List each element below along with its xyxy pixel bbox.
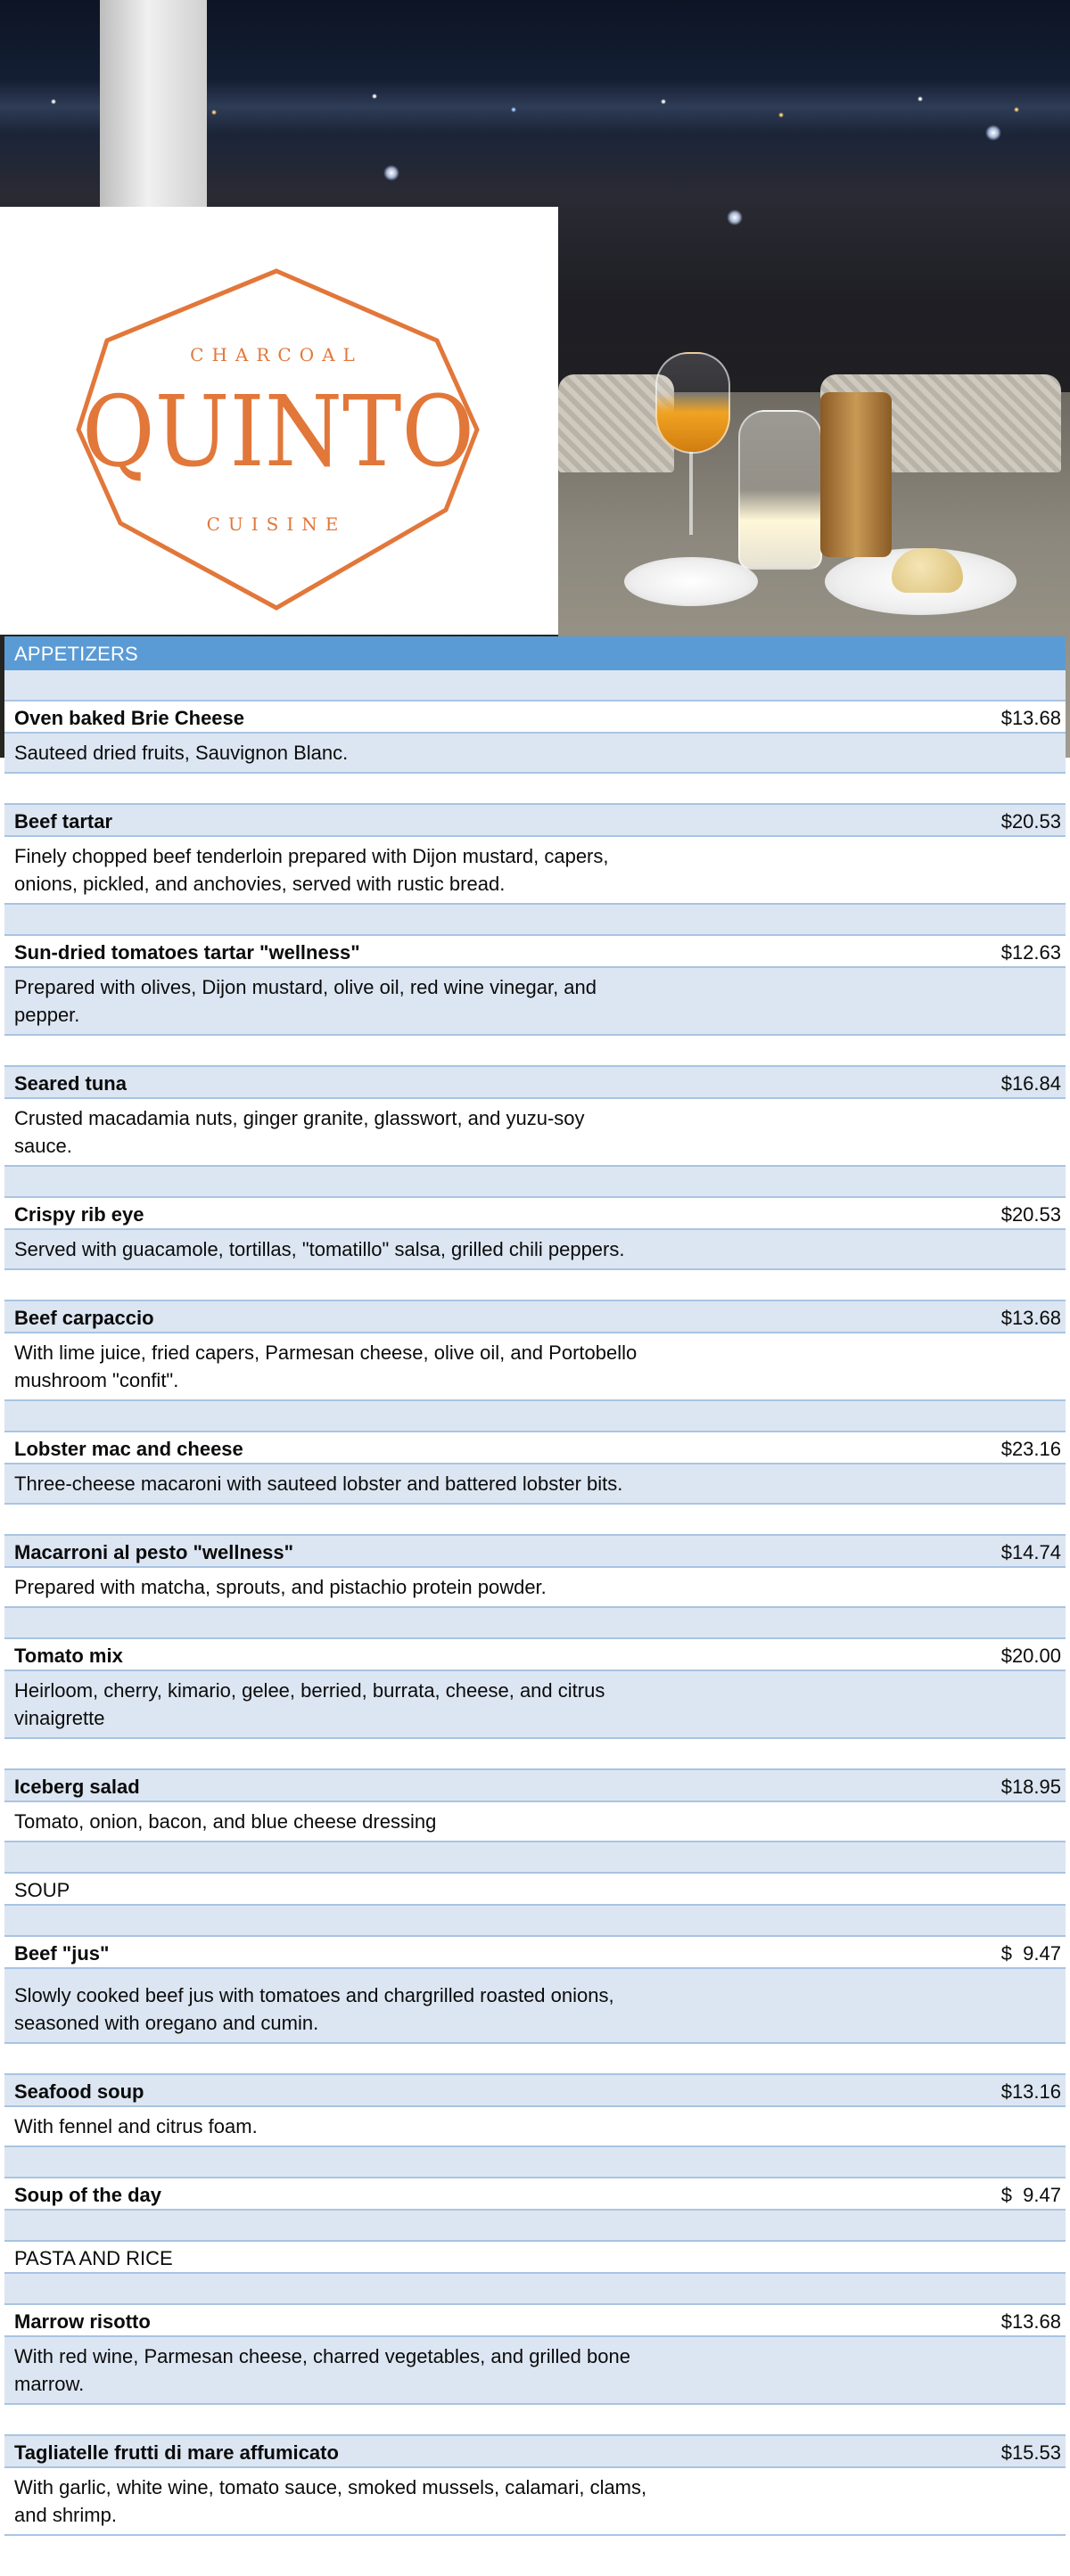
section-title: SOUP [14,1879,70,1901]
item-price: $20.53 [1000,810,1061,833]
item-name: Lobster mac and cheese [14,1438,243,1460]
menu-table [4,636,1066,2536]
item-description: Heirloom, cherry, kimario, gelee, berried, burrata, cheese, and citrus vinaigrette [14,1679,605,1729]
logo [0,207,558,635]
spacer-row [4,2405,1066,2436]
item-price: $23.16 [1000,1438,1061,1460]
item-description-row [4,2107,1066,2147]
section-header-pasta [4,2242,1066,2274]
logo-bottom-word: CUISINE [206,513,347,535]
item-description-row [4,2468,1066,2536]
item-name: Beef tartar [14,810,113,833]
item-name: Tagliatelle frutti di mare affumicato [14,2441,339,2464]
item-description-row [4,1671,1066,1739]
item-name: Iceberg salad [14,1776,140,1798]
item-description-row [4,1969,1066,2044]
item-description: Prepared with olives, Dijon mustard, olive oil, red wine vinegar, and pepper. [14,976,597,1026]
menu-item-row [4,2178,1066,2211]
item-name: Marrow risotto [14,2310,151,2333]
item-name: Sun-dried tomatoes tartar "wellness" [14,941,360,964]
spacer-row [4,2147,1066,2178]
item-price: $ 9.47 [1000,2184,1061,2206]
menu-item-row [4,1301,1066,1333]
item-name: Crispy rib eye [14,1203,144,1226]
item-description-row [4,1464,1066,1505]
logo-name: QUINTO [82,374,474,488]
section-header-appetizers [4,636,1066,670]
item-price: $13.68 [1000,707,1061,729]
candle-jar [738,410,822,570]
item-name: Tomato mix [14,1645,123,1667]
spacer-row [4,1906,1066,1937]
item-name: Oven baked Brie Cheese [14,707,245,729]
item-description: Sauteed dried fruits, Sauvignon Blanc. [14,742,349,764]
spacer-row [4,1401,1066,1432]
item-description: Prepared with matcha, sprouts, and pistachio protein powder. [14,1576,547,1598]
lamp-light [727,209,743,226]
item-name: Seared tuna [14,1072,127,1095]
item-description: With red wine, Parmesan cheese, charred vegetables, and grilled bone marrow. [14,2345,630,2395]
spacer-row [4,2044,1066,2075]
item-name: Seafood soup [14,2080,144,2103]
spacer-row [4,1270,1066,1301]
item-name: Macarroni al pesto "wellness" [14,1541,294,1563]
spacer-row [4,1842,1066,1874]
item-description: Three-cheese macaroni with sauteed lobster and battered lobster bits. [14,1473,623,1495]
item-price: $18.95 [1000,1776,1061,1798]
item-description: Slowly cooked beef jus with tomatoes and chargrilled roasted onions, seasoned with oregano and cumin. [14,1984,614,2034]
spacer-row [4,1608,1066,1639]
menu-item-row [4,1770,1066,1802]
spacer-row [4,670,1066,701]
menu-item-row [4,2305,1066,2337]
item-description-row [4,1333,1066,1401]
item-price: $16.84 [1000,1072,1061,1095]
spacer-row [4,1505,1066,1536]
item-description: Tomato, onion, bacon, and blue cheese dressing [14,1810,437,1833]
logo-panel [0,207,558,635]
section-title: PASTA AND RICE [14,2247,173,2269]
item-description: With garlic, white wine, tomato sauce, smoked mussels, calamari, clams, and shrimp. [14,2476,647,2526]
item-description: With fennel and citrus foam. [14,2115,258,2137]
item-price: $ 9.47 [1000,1942,1061,1965]
item-description: Crusted macadamia nuts, ginger granite, glasswort, and yuzu-soy sauce. [14,1107,585,1157]
item-description-row [4,2337,1066,2405]
white-column [100,0,207,209]
pepper-grinder [820,392,892,557]
lamp-light [383,165,399,181]
section-header-soup [4,1874,1066,1906]
item-price: $15.53 [1000,2441,1061,2464]
section-title: APPETIZERS [14,643,138,665]
item-description-row [4,837,1066,905]
menu-item-row [4,1536,1066,1568]
menu-item-row [4,1937,1066,1969]
item-description-row [4,1099,1066,1167]
item-description-row [4,734,1066,774]
item-price: $13.16 [1000,2080,1061,2103]
menu-item-row [4,936,1066,968]
small-plate [624,557,758,606]
item-description-row [4,1568,1066,1608]
menu-item-row [4,1198,1066,1230]
spacer-row [4,1739,1066,1770]
menu-item-row [4,701,1066,734]
item-price: $13.68 [1000,2310,1061,2333]
spacer-row [4,2211,1066,2242]
menu-item-row [4,1432,1066,1464]
item-name: Soup of the day [14,2184,161,2206]
menu-item-row [4,805,1066,837]
item-price: $13.68 [1000,1307,1061,1329]
spacer-row [4,2274,1066,2305]
bread-roll [892,548,963,593]
item-name: Beef carpaccio [14,1307,154,1329]
item-description: Served with guacamole, tortillas, "tomatillo" salsa, grilled chili peppers. [14,1238,625,1260]
item-price: $14.74 [1000,1541,1061,1563]
item-description: Finely chopped beef tenderloin prepared with Dijon mustard, capers, onions, pickled, and anchovies, served with rustic bread. [14,845,609,895]
item-name: Beef "jus" [14,1942,110,1965]
item-price: $12.63 [1000,941,1061,964]
item-price: $20.00 [1000,1645,1061,1667]
menu-item-row [4,2436,1066,2468]
item-description-row [4,1230,1066,1270]
item-description: With lime juice, fried capers, Parmesan cheese, olive oil, and Portobello mushroom "confit". [14,1341,638,1391]
spacer-row [4,905,1066,936]
glass-stem [689,450,693,535]
wine-glass [655,352,730,454]
menu-item-row [4,1067,1066,1099]
menu-item-row [4,1639,1066,1671]
item-description-row [4,968,1066,1036]
item-price: $20.53 [1000,1203,1061,1226]
menu-item-row [4,2075,1066,2107]
spacer-row [4,1036,1066,1067]
spacer-row [4,774,1066,805]
lamp-light [985,125,1001,141]
item-description-row [4,1802,1066,1842]
spacer-row [4,1167,1066,1198]
logo-top-word: CHARCOAL [190,344,363,365]
